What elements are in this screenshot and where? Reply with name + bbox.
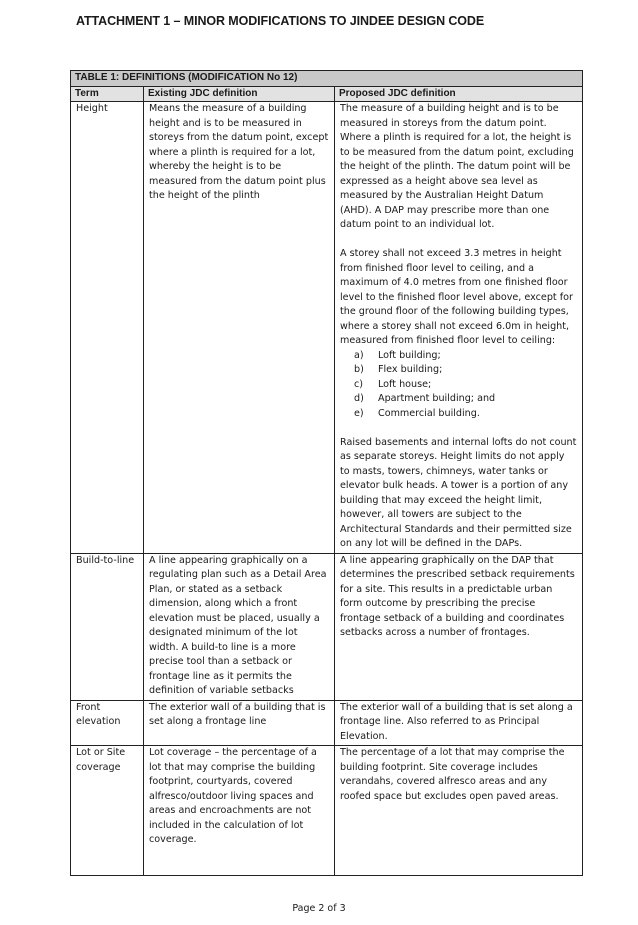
header-term: Term [71,86,144,102]
term-cell: Front elevation [71,700,144,746]
existing-definition-cell: The exterior wall of a building that is set along a frontage line [144,700,335,746]
existing-definition-cell: A line appearing graphically on a regulating plan such as a Detail Area Plan, or stated as a setback dimension, along which a front elevation must be placed, usually a designated minimum of the lot width. A build-to line is a more precise tool than a setback or frontage line as it permits the definition of variable setbacks [144,553,335,700]
list-item-text: Flex building; [378,364,443,375]
proposed-definition-cell: A line appearing graphically on the DAP that determines the prescribed setback requirements for a site. This results in a predictable urban form outcome by prescribing the precise frontage setback of a building and coordinates setbacks across a number of frontages. [335,553,583,700]
list-item-text: Apartment building; and [378,393,496,404]
building-types-list [340,349,577,422]
term-cell: Height [71,102,144,554]
list-item-text: Loft house; [378,378,432,390]
header-existing: Existing JDC definition [144,86,335,102]
proposed-definition-cell [335,102,583,554]
list-marker: d) [354,393,364,404]
proposed-definition-cell: The exterior wall of a building that is set along a frontage line. Also referred to as Principal Elevation. [335,700,583,746]
list-marker: a) [354,349,364,361]
table-caption-row [71,71,583,87]
term-cell: Build-to-line [71,553,144,700]
list-item [354,407,577,422]
list-item-text: Loft building; [378,349,441,361]
proposed-definition-cell: The percentage of a lot that may comprise the building footprint. Site coverage includes verandahs, covered alfresco areas and any roofed space but excludes open paved areas. [335,746,583,876]
table-caption: TABLE 1: DEFINITIONS (MODIFICATION No 12) [71,71,583,87]
list-marker: c) [354,378,364,390]
proposed-paragraph: The measure of a building height and is to be measured in storeys from the datum point. Where a plinth is required for a lot, the height is to be measured from the datum point, excluding the height of the plinth. The datum point will be expressed as a height above sea level as measured by the Australian Height Datum (AHD). A DAP may prescribe more than one datum point to an individual lot. [340,103,574,230]
term-cell: Lot or Site coverage [71,746,144,876]
proposed-paragraph: Raised basements and internal lofts do not count as separate storeys. Height limits do not apply to masts, towers, chimneys, water tanks or elevator bulk heads. A tower is a portion of any building that may exceed the height limit, however, all towers are subject to the Architectural Standards and their permitted size on any lot will be defined in the DAPs. [340,436,577,549]
existing-definition-cell: Means the measure of a building height and is to be measured in storeys from the datum point, except where a plinth is required for a lot, whereby the height is to be measured from the datum point plus the height of the plinth [144,102,335,554]
table-header-row [71,86,583,102]
proposed-paragraph: A storey shall not exceed 3.3 metres in height from finished floor level to ceiling, and a maximum of 4.0 metres from one finished floor level to the finished floor level above, except for the ground floor of the following building types, where a storey shall not exceed 6.0m in height, measured from finished floor level to ceiling: [340,248,573,346]
list-item [354,378,577,393]
list-item-text: Commercial building. [378,407,480,419]
existing-definition-cell: Lot coverage – the percentage of a lot that may comprise the building footprint, courtyards, covered alfresco/outdoor living spaces and areas and encroachments are not included in the calculation of lot coverage. [144,746,335,876]
table-row-build-to-line [71,553,583,700]
list-item [354,349,577,364]
list-item [354,363,577,378]
header-proposed: Proposed JDC definition [335,86,583,102]
table-row-front-elevation [71,700,583,746]
list-item [354,392,577,407]
list-marker: b) [354,364,364,375]
list-marker: e) [354,407,364,419]
page-number: Page 2 of 3 [292,903,346,914]
table-row-height [71,102,583,554]
definitions-table [70,70,583,876]
document-title: ATTACHMENT 1 – MINOR MODIFICATIONS TO JINDEE DESIGN CODE [76,14,485,28]
table-row-lot-coverage [71,746,583,876]
